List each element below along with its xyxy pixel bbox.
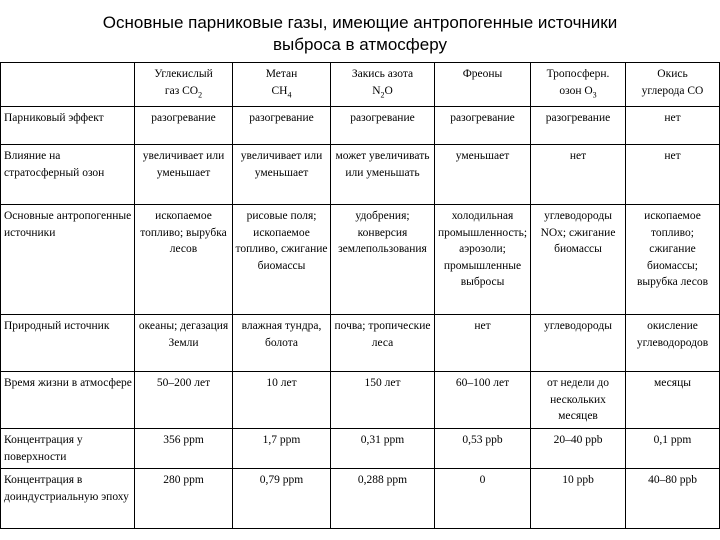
column-header-co: Окись углерода CO [626,63,720,107]
table-cell: почва; тропические леса [331,315,435,372]
table-cell: 0,79 ppm [233,469,331,529]
table-cell: 60–100 лет [435,372,531,429]
table-cell: уменьшает [435,145,531,205]
row-header: Концентрация в доиндустриальную эпоху [1,469,135,529]
row-header: Природный источник [1,315,135,372]
table-row [1,429,720,469]
table-cell: океаны; дегазация Земли [135,315,233,372]
table-cell: ископаемое топливо; сжигание биомассы; вырубка лесов [626,205,720,315]
table-cell: 0 [435,469,531,529]
row-header: Основные антропогенные источники [1,205,135,315]
column-header-n2o: Закись азота $N_2O$ [331,63,435,107]
row-header: Влияние на стратосферный озон [1,145,135,205]
table-cell: разогревание [435,107,531,145]
table-cell: нет [626,145,720,205]
table-row [1,107,720,145]
table-cell: рисовые поля; ископаемое топливо, сжигание биомассы [233,205,331,315]
table-cell: 40–80 ppb [626,469,720,529]
table-cell: от недели до нескольких месяцев [531,372,626,429]
table-row [1,145,720,205]
table-cell: месяцы [626,372,720,429]
page-title-line-2: выброса в атмосферу [272,35,448,54]
table-cell: 20–40 ppb [531,429,626,469]
table-cell: влажная тундра, болота [233,315,331,372]
table-cell: 0,1 ppm [626,429,720,469]
table-cell: нет [435,315,531,372]
table-cell: 10 лет [233,372,331,429]
column-header-freons: Фреоны [435,63,531,107]
table-cell: нет [531,145,626,205]
table-cell: 280 ppm [135,469,233,529]
table-cell: разогревание [331,107,435,145]
table-cell: разогревание [135,107,233,145]
table-cell: 0,31 ppm [331,429,435,469]
header-empty-cell [1,63,135,107]
table-cell: углеводороды NOx; сжигание биомассы [531,205,626,315]
table-row [1,469,720,529]
table-cell: 0,53 ppb [435,429,531,469]
table-cell: удобрения; конверсия землепользования [331,205,435,315]
table-cell: нет [626,107,720,145]
column-header-ch4: Метан $CH_4$ [233,63,331,107]
table-cell: холодильная промышленность; аэрозоли; промышленные выбросы [435,205,531,315]
table-cell: разогревание [531,107,626,145]
page-title [0,12,720,56]
table-cell: ископаемое топливо; вырубка лесов [135,205,233,315]
column-header-o3: Тропосферн. озон $O_3$ [531,63,626,107]
row-header: Парниковый эффект [1,107,135,145]
table-cell: 10 ppb [531,469,626,529]
header-row [1,63,720,107]
row-header: Время жизни в атмосфере [1,372,135,429]
table-cell: 150 лет [331,372,435,429]
table-cell: увеличивает или уменьшает [135,145,233,205]
greenhouse-gases-table [0,62,720,529]
row-header: Концентрация у поверхности [1,429,135,469]
table-cell: 1,7 ppm [233,429,331,469]
table-cell: увеличивает или уменьшает [233,145,331,205]
table-cell: может увеличивать или уменьшать [331,145,435,205]
table-cell: 356 ppm [135,429,233,469]
page-title-line-1: Основные парниковые газы, имеющие антропогенные источники [102,13,618,32]
table-cell: окисление углеводородов [626,315,720,372]
table-cell: 0,288 ppm [331,469,435,529]
table-cell: разогревание [233,107,331,145]
column-header-co2: Углекислый газ $CO_2$ [135,63,233,107]
table-row [1,205,720,315]
table-cell: углеводороды [531,315,626,372]
table-cell: 50–200 лет [135,372,233,429]
table-row [1,315,720,372]
table-row [1,372,720,429]
